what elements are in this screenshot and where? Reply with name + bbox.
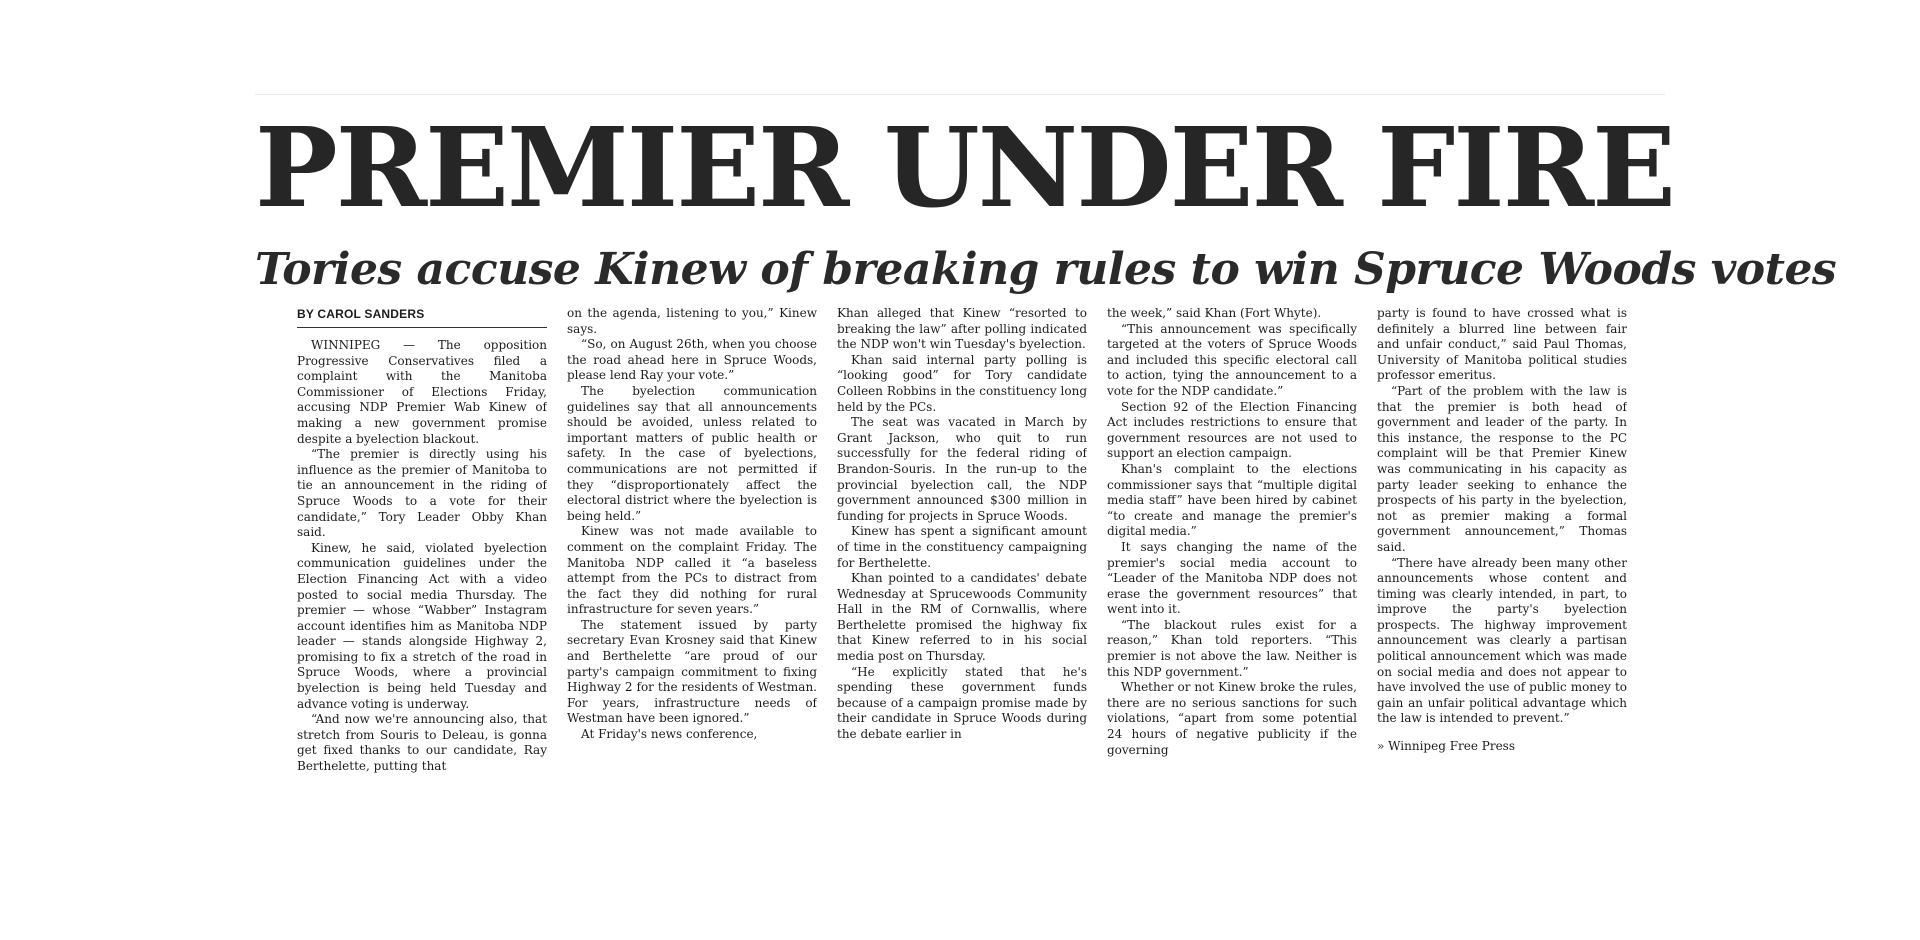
paragraph: “This announcement was specifically targeted at the voters of Spruce Woods and included this specific electoral call to action, tying the announcement to a vote for the NDP candidate.”: [1107, 321, 1357, 398]
paragraph: Kinew has spent a significant amount of time in the constituency campaigning for Berthelette.: [837, 524, 1087, 570]
article-column-1: [297, 306, 547, 846]
paragraph: Khan's complaint to the elections commissioner says that “multiple digital media staff” have been hired by cabinet “to create and manage the premier's digital media.”: [1107, 461, 1357, 539]
paragraph: “So, on August 26th, when you choose the road ahead here in Spruce Woods, please lend Ray your vote.”: [567, 337, 817, 383]
top-rule: [255, 94, 1665, 95]
byline: BY CAROL SANDERS: [297, 306, 547, 328]
paragraph: Khan pointed to a candidates' debate Wednesday at Sprucewoods Community Hall in the RM of Cornwallis, where Berthelette promised the highway fix that Kinew referred to in his social media post on Thursday.: [837, 571, 1087, 664]
paragraph: The seat was vacated in March by Grant Jackson, who quit to run successfully for the federal riding of Brandon-Souris. In the run-up to the provincial byelection call, the NDP government announced $300 million in funding for projects in Spruce Woods.: [837, 415, 1087, 523]
paragraph: WINNIPEG — The opposition Progressive Conservatives filed a complaint with the Manitoba Commissioner of Elections Friday, accusing NDP Premier Wab Kinew of making a new government promise despite a byelection blackout.: [297, 338, 547, 446]
article-column-2: [567, 306, 817, 846]
paragraph: Whether or not Kinew broke the rules, there are no serious sanctions for such violations, “apart from some potential 24 hours of negative publicity if the governing: [1107, 680, 1357, 757]
article-column-3: [837, 306, 1087, 846]
paragraph: Kinew, he said, violated byelection communication guidelines under the Election Financing Act with a video posted to social media Thursday. The premier — whose “Wabber” Instagram account identifies him as Manitoba NDP leader — stands alongside Highway 2, promising to fix a stretch of the road in Spruce Woods, where a provincial byelection is being held Tuesday and advance voting is underway.: [297, 540, 547, 711]
paragraph: “The premier is directly using his influence as the premier of Manitoba to tie an announcement in the riding of Spruce Woods to a vote for their candidate,” Tory Leader Obby Khan said.: [297, 447, 547, 540]
paragraph: The statement issued by party secretary Evan Krosney said that Kinew and Berthelette “are proud of our party's campaign commitment to fixing Highway 2 for the residents of Westman. For years, infrastructure needs of Westman have been ignored.”: [567, 617, 817, 726]
paragraph: At Friday's news conference,: [581, 727, 758, 742]
deck-subheadline: Tories accuse Kinew of breaking rules to win Spruce Woods votes: [255, 244, 1837, 295]
headline: PREMIER UNDER FIRE: [255, 103, 1674, 232]
paragraph: Kinew was not made available to comment on the complaint Friday. The Manitoba NDP called it “a baseless attempt from the PCs to distract from the fact they did nothing for rural infrastructure for seven years.”: [567, 524, 817, 617]
paragraph-continuation: on the agenda, listening to you,” Kinew says.: [567, 306, 817, 336]
paragraph: The byelection communication guidelines say that all announcements should be avoided, unless related to important matters of public health or safety. In the case of byelections, communications are not permitted if they “disproportionately affect the electoral district where the byelection is being held.”: [567, 383, 817, 523]
paragraph: It says changing the name of the premier's social media account to “Leader of the Manitoba NDP does not erase the government resources” that went into it.: [1107, 539, 1357, 617]
paragraph: Khan said internal party polling is “looking good” for Tory candidate Colleen Robbins in the constituency long held by the PCs.: [837, 352, 1087, 414]
paragraph: “Part of the problem with the law is that the premier is both head of government and leader of the party. In this instance, the response to the PC complaint will be that Premier Kinew was communicating in his capacity as party leader seeking to enhance the prospects of his party in the byelection, not as premier making a formal government announcement,” Thomas said.: [1377, 383, 1627, 554]
paragraph-continuation: party is found to have crossed what is definitely a blurred line between fair and unfair conduct,” said Paul Thomas, University of Manitoba political studies professor emeritus.: [1377, 306, 1627, 383]
paragraph: “There have already been many other announcements whose content and timing was clearly intended, in part, to improve the party's byelection prospects. The highway improvement announcement was clearly a partisan political announcement which was made on social media and does not appear to have involved the use of public money to gain an unfair political advantage which the law is intended to prevent.”: [1377, 555, 1627, 726]
paragraph-continuation: the week,” said Khan (Fort Whyte).: [1107, 306, 1322, 320]
article-column-4: [1107, 306, 1357, 846]
article-column-5: [1377, 306, 1627, 846]
source-credit: » Winnipeg Free Press: [1377, 739, 1515, 754]
article-body: [297, 306, 1627, 846]
paragraph: “He explicitly stated that he's spending these government funds because of a campaign promise made by their candidate in Spruce Woods during the debate earlier in: [837, 664, 1087, 742]
paragraph: Section 92 of the Election Financing Act includes restrictions to ensure that government resources are not used to support an election campaign.: [1107, 399, 1357, 461]
paragraph: “The blackout rules exist for a reason,” Khan told reporters. “This premier is not above the law. Neither is this NDP government.”: [1107, 617, 1357, 679]
paragraph: “And now we're announcing also, that stretch from Souris to Deleau, is gonna get fixed thanks to our candidate, Ray Berthelette, putting that: [297, 712, 547, 774]
paragraph-continuation: Khan alleged that Kinew “resorted to breaking the law” after polling indicated the NDP won't win Tuesday's byelection.: [837, 306, 1087, 352]
